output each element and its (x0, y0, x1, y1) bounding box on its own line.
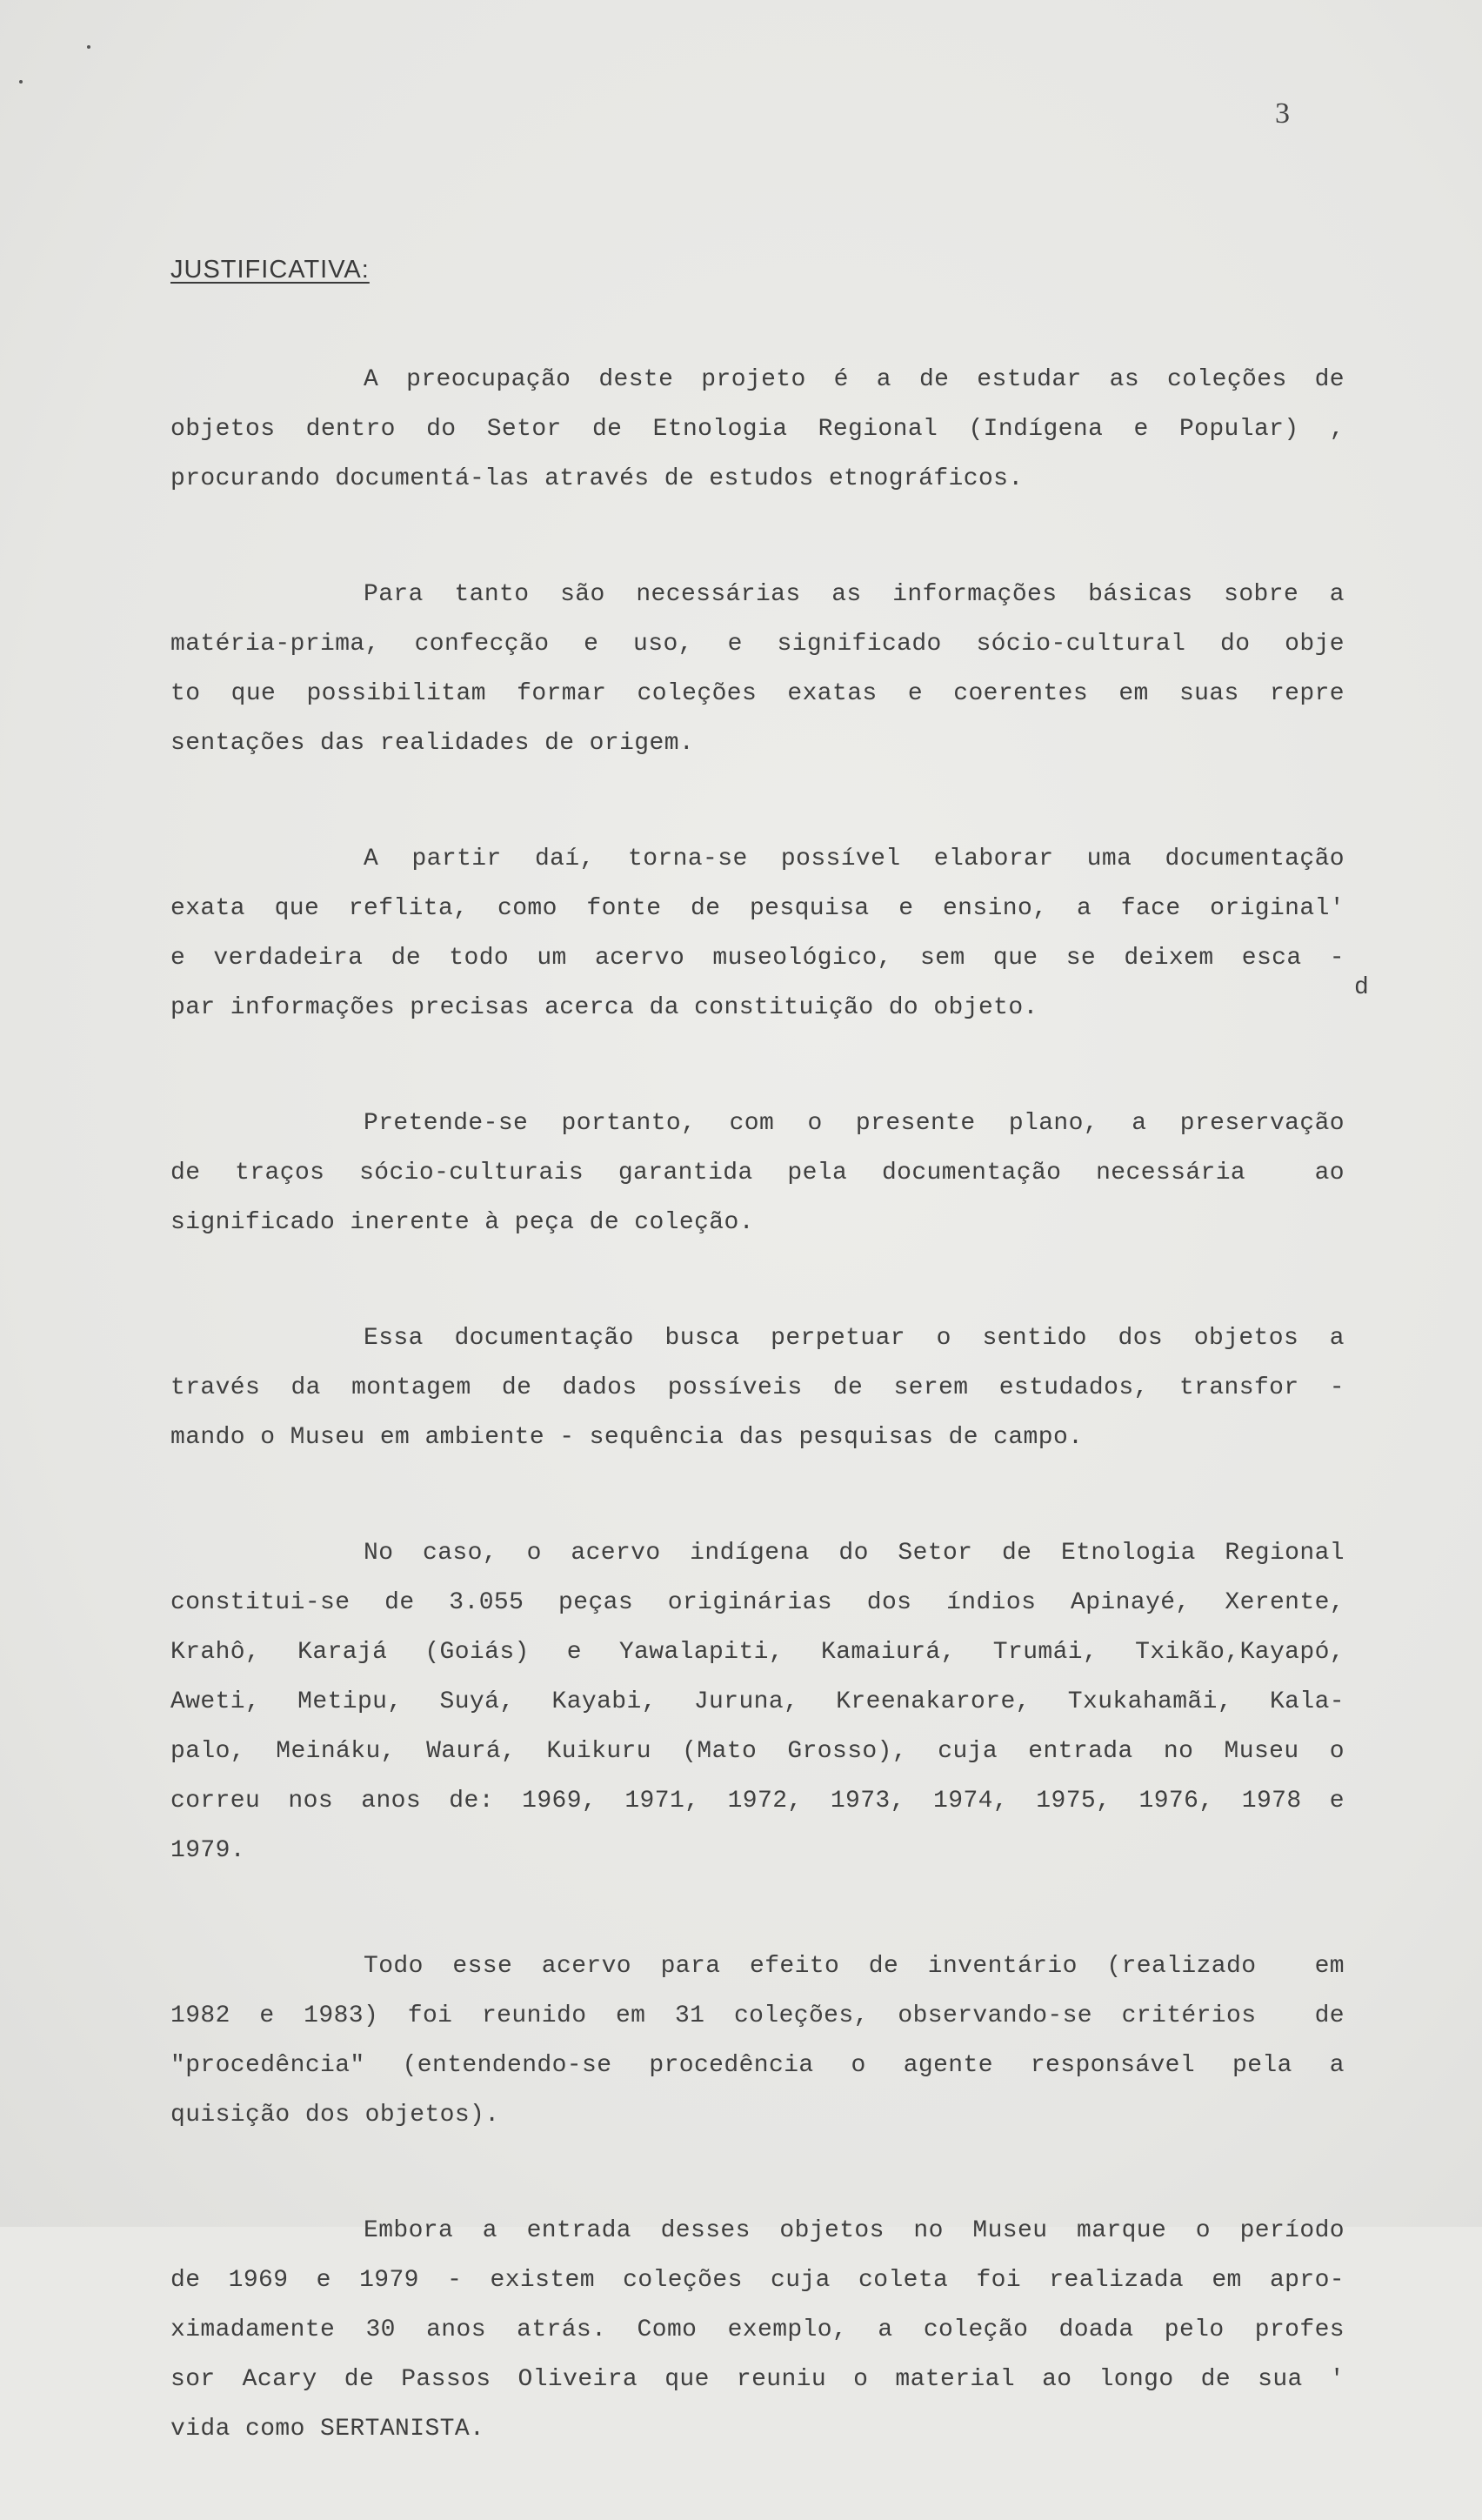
section-heading: JUSTIFICATIVA: (170, 256, 370, 284)
text-line: Aweti, Metipu, Suyá, Kayabi, Juruna, Kreenakarore, Txukahamãi, Kala- (170, 1688, 1345, 1715)
text-line: sentações das realidades de origem. (170, 730, 695, 757)
paragraph (170, 834, 1345, 1033)
paragraph (170, 2206, 1345, 2454)
text-line: de traços sócio-culturais garantida pela documentação necessária ao (170, 1160, 1345, 1186)
paragraph (170, 570, 1345, 768)
text-line: 1979. (170, 1837, 246, 1864)
scan-speck (19, 80, 23, 84)
body-text (170, 355, 1345, 2520)
text-line: "procedência" (entendendo-se procedência o agente responsável pela a (170, 2052, 1345, 2079)
text-line: 1982 e 1983) foi reunido em 31 coleções, observando-se critérios de (170, 2002, 1345, 2029)
margin-note: d (1354, 974, 1369, 1001)
paragraph (170, 355, 1345, 504)
text-line: mando o Museu em ambiente - sequência das pesquisas de campo. (170, 1424, 1084, 1451)
text-line: to que possibilitam formar coleções exatas e coerentes em suas repre (170, 680, 1345, 707)
text-line: palo, Meináku, Waurá, Kuikuru (Mato Grosso), cuja entrada no Museu o (170, 1738, 1345, 1765)
scan-speck (87, 45, 90, 49)
text-line: e verdadeira de todo um acervo museológico, sem que se deixem esca - (170, 945, 1345, 972)
paragraph (170, 1528, 1345, 1875)
text-line: Krahô, Karajá (Goiás) e Yawalapiti, Kamaiurá, Trumái, Txikão,Kayapó, (170, 1639, 1345, 1666)
page-number: 3 (1275, 97, 1290, 130)
text-line: constitui-se de 3.055 peças originárias dos índios Apinayé, Xerente, (170, 1589, 1345, 1616)
text-line: Essa documentação busca perpetuar o sentido dos objetos a (364, 1325, 1345, 1352)
text-line: significado inerente à peça de coleção. (170, 1209, 754, 1236)
text-line: matéria-prima, confecção e uso, e significado sócio-cultural do obje (170, 631, 1345, 658)
text-line: Todo esse acervo para efeito de inventário (realizado em (364, 1953, 1345, 1980)
text-line: quisição dos objetos). (170, 2102, 500, 2129)
paragraph (170, 1099, 1345, 1247)
text-line: A preocupação deste projeto é a de estudar as coleções de (364, 366, 1345, 393)
text-line: procurando documentá-las através de estudos etnográficos. (170, 465, 1024, 492)
paragraph (170, 1313, 1345, 1462)
text-line: Embora a entrada desses objetos no Museu marque o período (364, 2217, 1345, 2244)
text-line: través da montagem de dados possíveis de serem estudados, transfor - (170, 1374, 1345, 1401)
text-line: objetos dentro do Setor de Etnologia Regional (Indígena e Popular) , (170, 416, 1345, 443)
text-line: exata que reflita, como fonte de pesquisa e ensino, a face original' (170, 895, 1345, 922)
text-line: vida como SERTANISTA. (170, 2416, 485, 2443)
text-line: sor Acary de Passos Oliveira que reuniu o material ao longo de sua ' (170, 2366, 1345, 2393)
text-line: No caso, o acervo indígena do Setor de Etnologia Regional (364, 1540, 1345, 1567)
text-line: par informações precisas acerca da constituição do objeto. (170, 994, 1038, 1021)
text-line: ximadamente 30 anos atrás. Como exemplo, a coleção doada pelo profes (170, 2316, 1345, 2343)
text-line: correu nos anos de: 1969, 1971, 1972, 1973, 1974, 1975, 1976, 1978 e (170, 1788, 1345, 1815)
text-line: Para tanto são necessárias as informações básicas sobre a (364, 581, 1345, 608)
paragraph (170, 1942, 1345, 2140)
text-line: A partir daí, torna-se possível elaborar uma documentação (364, 846, 1345, 872)
text-line: de 1969 e 1979 - existem coleções cuja coleta foi realizada em apro- (170, 2267, 1345, 2294)
text-line: Pretende-se portanto, com o presente plano, a preservação (364, 1110, 1345, 1137)
